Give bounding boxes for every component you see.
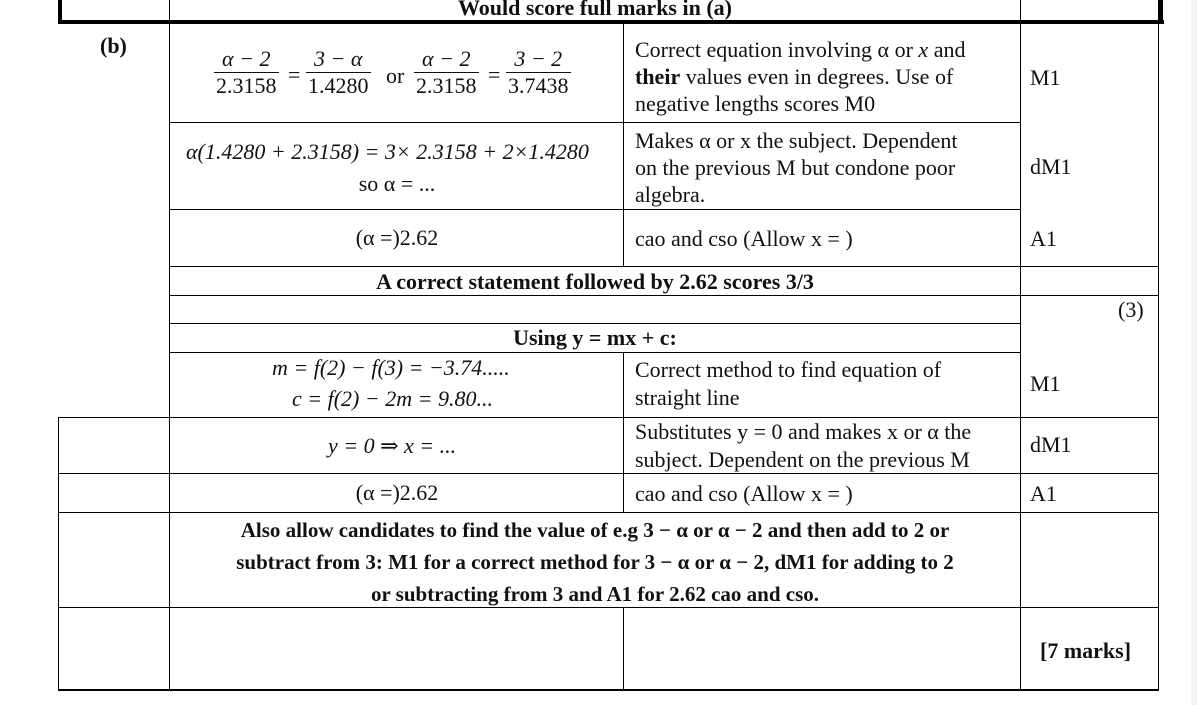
equals-sign-2: = [488, 62, 501, 87]
r2-equation-line2: so α = ... [358, 171, 436, 196]
statement-row: A correct statement followed by 2.62 scores 3/3 [376, 269, 814, 294]
part-label: (b) [100, 33, 127, 58]
r1-mark: M1 [1030, 65, 1061, 90]
r4-note-line1: Correct method to find equation of [635, 357, 942, 382]
row-line-2 [169, 209, 1021, 210]
left-border-bottom [58, 417, 59, 690]
col-line-3 [1020, 0, 1021, 690]
r2-note-line1: Makes α or x the subject. Dependent [635, 128, 958, 153]
or-word: or [386, 63, 405, 88]
bottom-border [58, 689, 1159, 691]
r4-equation-line2: c = f(2) − 2m = 9.80... [292, 386, 493, 411]
right-border-top [1158, 0, 1163, 24]
also-allow-line2: subtract from 3: M1 for a correct method for 3 − α or α − 2, dM1 for adding to 2 [236, 550, 954, 574]
r6-mark: A1 [1030, 481, 1057, 506]
r4-mark: M1 [1030, 371, 1061, 396]
r1-note-line1: Correct equation involving α or x and [635, 37, 966, 62]
r6-note: cao and cso (Allow x = ) [635, 481, 853, 506]
row-line-3 [169, 266, 1159, 267]
equals-sign-1: = [288, 62, 301, 87]
row-line-8 [58, 473, 1159, 474]
r1-note-line2: their values even in degrees. Use of [635, 64, 954, 89]
r3-answer: (α =)2.62 [355, 225, 439, 250]
r3-note: cao and cso (Allow x = ) [635, 226, 853, 251]
header-note: Would score full marks in (a) [457, 0, 732, 20]
alt-method-heading: Using y = mx + c: [513, 325, 677, 350]
subtotal: (3) [1118, 297, 1144, 322]
row-line-9 [58, 512, 1159, 513]
r1-note-line3: negative lengths scores M0 [635, 91, 876, 116]
fraction-1: α − 2 2.3158 [216, 46, 277, 98]
also-allow-line1: Also allow candidates to find the value of e.g 3 − α or α − 2 and then add to 2 or [240, 518, 950, 542]
scrollbar[interactable] [1191, 0, 1197, 705]
row-line-1 [169, 122, 1021, 123]
row-line-6 [169, 352, 1021, 353]
r2-mark: dM1 [1030, 154, 1072, 179]
row-line-7 [58, 417, 1159, 418]
r2-note-line3: algebra. [635, 182, 706, 207]
r4-note-line2: straight line [635, 385, 740, 410]
r2-equation-line1: α(1.4280 + 2.3158) = 3× 2.3158 + 2×1.4280 [186, 139, 589, 164]
fraction-4: 3 − 2 3.7438 [508, 46, 569, 98]
fraction-2: 3 − α 1.4280 [308, 46, 369, 98]
col-line-2c [623, 608, 624, 690]
r4-equation-line1: m = f(2) − f(3) = −3.74..... [272, 355, 510, 380]
col-line-4 [1158, 24, 1159, 690]
left-border-top [58, 0, 62, 24]
r2-note-line2: on the previous M but condone poor [635, 155, 956, 180]
r3-mark: A1 [1030, 226, 1057, 251]
r5-mark: dM1 [1030, 432, 1072, 457]
r5-equation: y = 0 ⇒ x = ... [328, 433, 457, 458]
r5-note-line1: Substitutes y = 0 and makes x or α the [635, 419, 972, 444]
r5-note-line2: subject. Dependent on the previous M [635, 447, 970, 472]
fraction-3: α − 2 2.3158 [416, 46, 477, 98]
total-marks: [7 marks] [1040, 638, 1132, 663]
r6-answer: (α =)2.62 [355, 480, 439, 505]
also-allow-line3: or subtracting from 3 and A1 for 2.62 cao and cso. [370, 582, 819, 606]
